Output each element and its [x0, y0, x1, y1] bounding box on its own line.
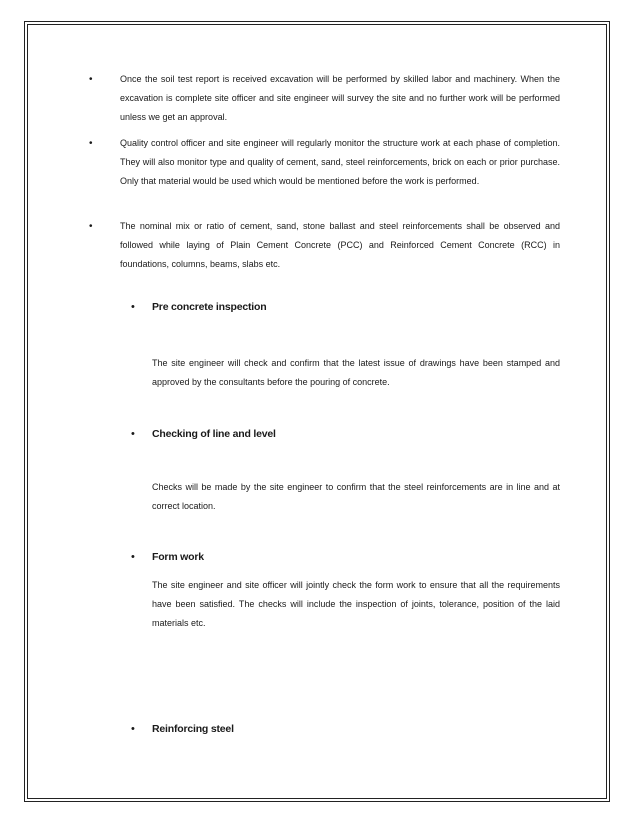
section-heading-form-work: Form work	[152, 551, 204, 563]
section-heading-line-level: Checking of line and level	[152, 428, 276, 440]
paragraph-quality-control: Quality control officer and site engineer will regularly monitor the structure work at each phase of completion. They will also monitor type and quality of cement, sand, steel reinforcements, brick on each or prior purchase. Only that material would be used which would be mentioned before the work is performed.	[120, 138, 560, 186]
bullet-marker: •	[131, 428, 135, 440]
bullet-marker: •	[89, 74, 93, 85]
paragraph-excavation: Once the soil test report is received excavation will be performed by skilled labor and machinery. When the excavation is complete site officer and site engineer will survey the site and no further work will be performed unless we get an approval.	[120, 74, 560, 122]
bullet-marker: •	[89, 138, 93, 149]
section-body-form-work: The site engineer and site officer will jointly check the form work to ensure that all the requirements have been satisfied. The checks will include the inspection of joints, tolerance, position of the laid materials etc.	[152, 580, 560, 628]
section-heading-pre-concrete: Pre concrete inspection	[152, 301, 267, 313]
bullet-marker: •	[131, 551, 135, 563]
bullet-marker: •	[89, 221, 93, 232]
paragraph-nominal-mix: The nominal mix or ratio of cement, sand, stone ballast and steel reinforcements shall be observed and followed while laying of Plain Cement Concrete (PCC) and Reinforced Cement Concrete (RCC) in foundations, columns, beams, slabs etc.	[120, 221, 560, 269]
section-body-line-level: Checks will be made by the site engineer to confirm that the steel reinforcements are in line and at correct location.	[152, 482, 560, 511]
bullet-marker: •	[131, 301, 135, 313]
bullet-marker: •	[131, 723, 135, 735]
section-heading-reinforcing-steel: Reinforcing steel	[152, 723, 234, 735]
section-body-pre-concrete: The site engineer will check and confirm that the latest issue of drawings have been stamped and approved by the consultants before the pouring of concrete.	[152, 358, 560, 387]
